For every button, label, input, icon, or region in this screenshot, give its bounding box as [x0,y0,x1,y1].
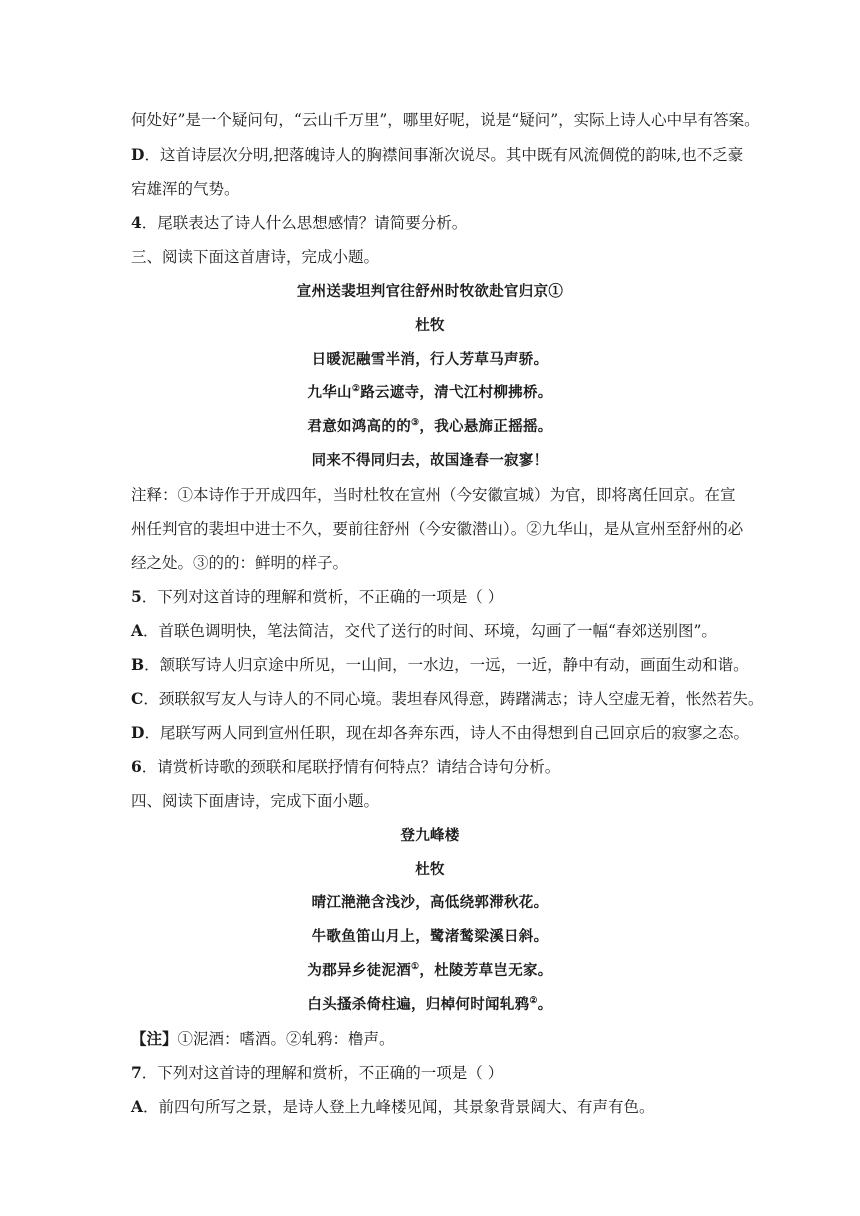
q7-option-a: A．前四句所写之景，是诗人登上九峰楼见闻，其景象背景阔大、有声有色。 [131,1097,655,1116]
poem-1-title: 宣州送裴坦判官往舒州时牧欲赴官归京① [296,283,564,300]
poem-1-note-line-3: 经之处。③的的：鲜明的样子。 [131,554,349,572]
question-6: 6．请赏析诗歌的颈联和尾联抒情有何特点？请结合诗句分析。 [131,757,561,776]
question-7: 7．下列对这首诗的理解和赏析，不正确的一项是（ ） [131,1063,504,1082]
q5-option-c: C．颈联叙写友人与诗人的不同心境。裴坦春风得意，踌躇满志；诗人空虚无着，怅然若失。 [131,689,764,708]
poem-2-title: 登九峰楼 [400,827,460,844]
poem-2-author: 杜牧 [415,861,445,878]
section-3-heading: 三、阅读下面这首唐诗，完成小题。 [131,248,380,266]
poem-2-line-2: 牛歌鱼笛山月上，鹭渚鹙梁溪日斜。 [311,928,549,945]
poem-1-line-4: 同来不得同归去，故国逢春一寂寥！ [311,452,549,469]
q3-option-d-continuation: 宕雄浑的气势。 [131,180,240,198]
poem-1-line-1: 日暖泥融雪半消，行人芳草马声骄。 [311,351,549,368]
poem-2-line-3: 为郡异乡徒泥酒①，杜陵芳草岂无家。 [307,962,553,979]
poem-1-line-2: 九华山②路云遮寺，清弋江村柳拂桥。 [307,384,553,401]
question-4: 4．尾联表达了诗人什么思想感情？请简要分析。 [131,213,468,232]
question-5: 5．下列对这首诗的理解和赏析，不正确的一项是（ ） [131,587,504,606]
q3-option-d: D．这首诗层次分明,把落魄诗人的胸襟间事渐次说尽。其中既有风流倜傥的韵味,也不乏豪 [131,145,744,164]
section-4-heading: 四、阅读下面唐诗，完成下面小题。 [131,792,380,810]
q5-option-b: B．颔联写诗人归京途中所见，一山间，一水边，一远，一近，静中有动，画面生动和谐。 [131,655,749,674]
poem-2-line-1: 晴江滟滟含浅沙，高低绕郭滞秋花。 [311,894,549,911]
poem-2-line-4: 白头搔杀倚柱遍，归棹何时闻轧鸦②。 [307,996,553,1013]
poem-1-note-line-2: 州任判官的裴坦中进士不久，要前往舒州（今安徽潜山）。②九华山，是从宣州至舒州的必 [131,520,744,538]
poem-2-note: 【注】①泥酒：嗜酒。②轧鸦：橹声。 [131,1029,395,1048]
poem-1-note-line-1: 注释：①本诗作于开成四年，当时杜牧在宣州（今安徽宣城）为官，即将离任回京。在宣 [131,486,736,504]
q3-option-c-continuation: 何处好”是一个疑问句，“云山千万里”，哪里好呢，说是“疑问”，实际上诗人心中早有答案。 [131,111,760,129]
q5-option-d: D．尾联写两人同到宣州任职，现在却各奔东西，诗人不由得想到自己回京后的寂寥之态。 [131,723,749,742]
poem-1-line-3: 君意如鸿高的的③，我心悬旆正摇摇。 [307,418,553,435]
q5-option-a: A．首联色调明快，笔法简洁，交代了送行的时间、环境，勾画了一幅“春郊送别图”。 [131,621,717,640]
poem-1-author: 杜牧 [415,317,445,334]
